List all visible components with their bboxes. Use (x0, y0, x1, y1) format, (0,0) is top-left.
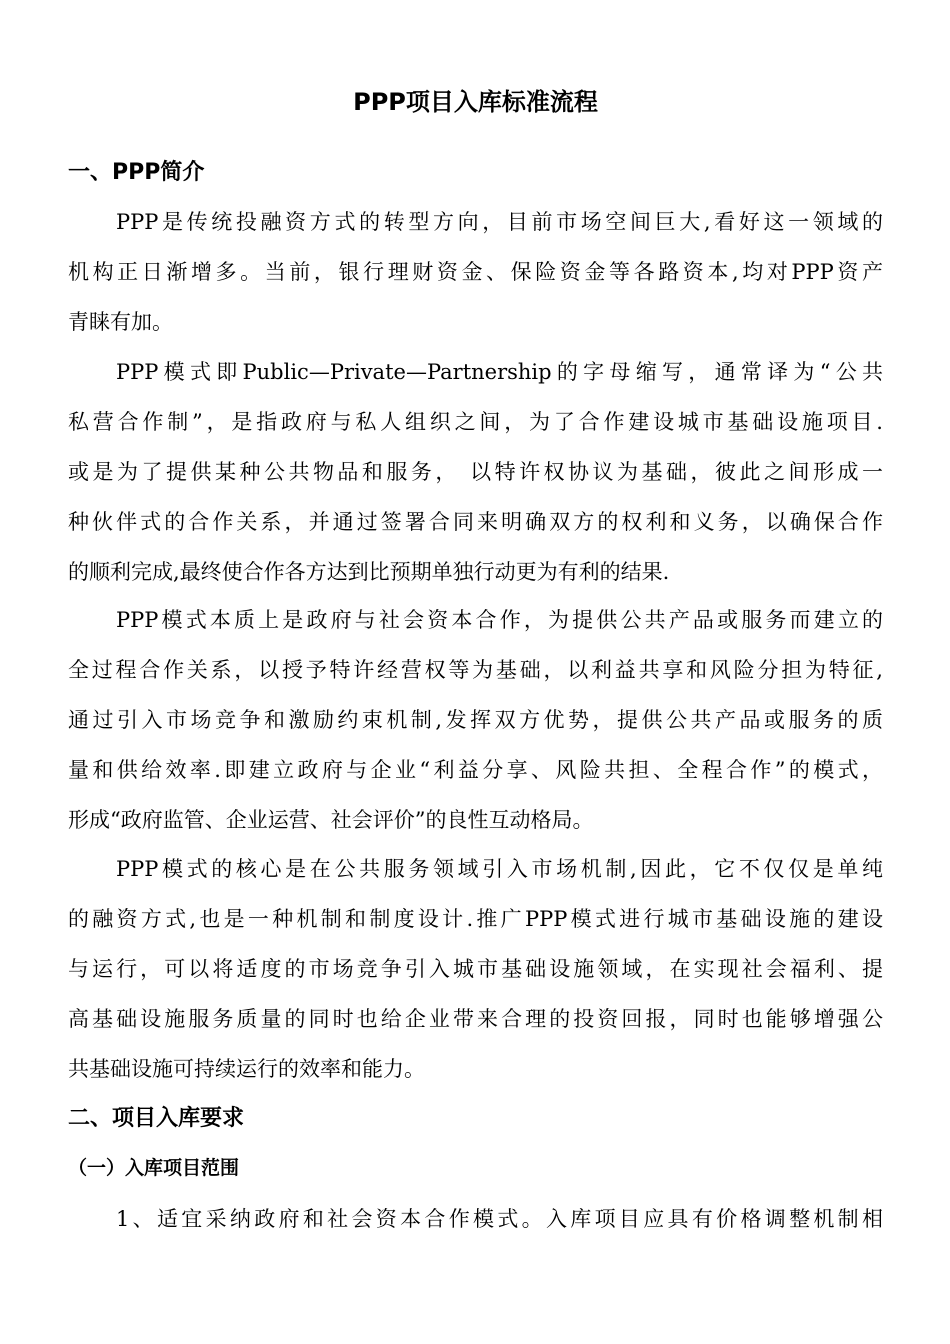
text-line: 共基础设施可持续运行的效率和能力。 (68, 1057, 425, 1081)
text-line: 高基础设施服务质量的同时也给企业带来合理的投资回报，同时也能够增强公 (68, 1007, 883, 1031)
text-line: 青睐有加。 (68, 310, 173, 334)
subsection-heading-scope: （一）入库项目范围 (68, 1157, 240, 1179)
text-line: 或是为了提供某种公共物品和服务， 以特许权协议为基础，彼此之间形成一 (68, 460, 883, 484)
text-line: PPP模式即Public—Private—Partnership的字母缩写，通常译为“公共 (116, 360, 883, 384)
text-line: 私营合作制”，是指政府与私人组织之间，为了合作建设城市基础设施项目. (68, 410, 883, 434)
text-line: 的顺利完成,最终使合作各方达到比预期单独行动更为有利的结果. (68, 560, 670, 584)
text-line: PPP模式本质上是政府与社会资本合作，为提供公共产品或服务而建立的 (116, 608, 883, 632)
paragraph-intro-2 (68, 347, 883, 597)
document-title: PPP项目入库标准流程 (353, 88, 598, 116)
text-line: 种伙伴式的合作关系，并通过签署合同来明确双方的权利和义务，以确保合作 (68, 510, 883, 534)
paragraph-intro-1 (68, 197, 883, 347)
text-line: 量和供给效率.即建立政府与企业“利益分享、风险共担、全程合作”的模式， (68, 758, 883, 782)
text-line: 形成“政府监管、企业运营、社会评价”的良性互动格局。 (68, 808, 594, 832)
text-line: PPP是传统投融资方式的转型方向，目前市场空间巨大,看好这一领域的 (116, 210, 883, 234)
paragraph-intro-3 (68, 595, 883, 845)
text-line: 1、适宜采纳政府和社会资本合作模式。入库项目应具有价格调整机制相 (116, 1207, 883, 1231)
paragraph-item-1 (68, 1194, 883, 1244)
paragraph-intro-4 (68, 844, 883, 1094)
section-heading-ppp-intro: 一、PPP简介 (68, 160, 205, 185)
text-line: PPP模式的核心是在公共服务领域引入市场机制,因此，它不仅仅是单纯 (116, 857, 883, 881)
text-line: 与运行，可以将适度的市场竞争引入城市基础设施领域，在实现社会福利、提 (68, 957, 883, 981)
section-heading-requirements: 二、项目入库要求 (68, 1106, 245, 1131)
text-line: 机构正日渐增多。当前，银行理财资金、保险资金等各路资本,均对PPP资产 (68, 260, 883, 284)
text-line: 通过引入市场竞争和激励约束机制,发挥双方优势，提供公共产品或服务的质 (68, 708, 883, 732)
text-line: 全过程合作关系，以授予特许经营权等为基础，以利益共享和风险分担为特征, (68, 658, 883, 682)
text-line: 的融资方式,也是一种机制和制度设计.推广PPP模式进行城市基础设施的建设 (68, 907, 883, 931)
